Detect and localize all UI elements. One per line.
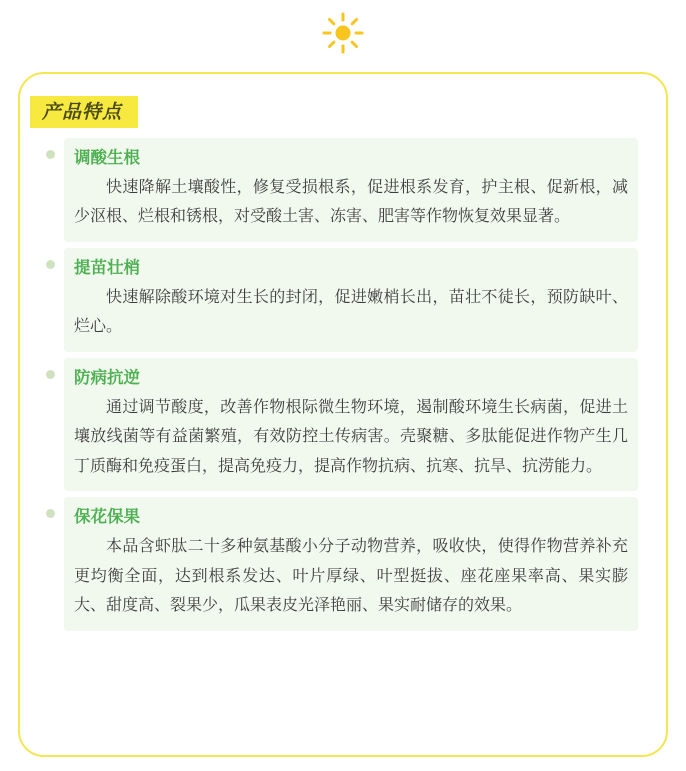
feature-block [64, 138, 638, 242]
feature-block [64, 358, 638, 492]
feature-body: 快速降解土壤酸性，修复受损根系，促进根系发育，护主根、促新根，减少沤根、烂根和锈根，对受酸土害、冻害、肥害等作物恢复效果显著。 [74, 178, 628, 226]
feature-title: 提苗壮梢 [74, 258, 140, 277]
feature-body: 快速解除酸环境对生长的封闭，促进嫩梢长出，苗壮不徒长，预防缺叶、烂心。 [74, 288, 628, 336]
list-item [38, 497, 638, 631]
feature-title: 防病抗逆 [74, 368, 140, 387]
bullet-icon [46, 150, 55, 159]
section-title-banner [30, 96, 138, 128]
section-title-label: 产品特点 [42, 101, 123, 123]
list-item [38, 138, 638, 242]
features-card [18, 72, 668, 757]
bullet-icon [46, 260, 55, 269]
header-decoration [0, 0, 686, 66]
bullet-icon [46, 509, 55, 518]
sun-icon [321, 11, 365, 55]
feature-title: 调酸生根 [74, 149, 140, 167]
list-item [38, 358, 638, 492]
feature-body: 本品含虾肽二十多种氨基酸小分子动物营养，吸收快，使得作物营养补充更均衡全面，达到根系发达、叶片厚绿、叶型挺拔、座花座果率高、果实膨大、甜度高、裂果少，瓜果表皮光泽艳丽、果实耐储存的效果。 [74, 538, 628, 615]
list-item [38, 248, 638, 352]
features-list [20, 138, 666, 745]
feature-body: 通过调节酸度，改善作物根际微生物环境，遏制酸环境生长病菌，促进土壤放线菌等有益菌繁殖，有效防控土传病害。壳聚糖、多肽能促进作物产生几丁质酶和免疫蛋白，提高免疫力，提高作物抗病、抗寒、抗旱、抗涝能力。 [74, 398, 628, 475]
feature-block [64, 497, 638, 631]
bullet-icon [46, 370, 55, 379]
feature-title: 保花保果 [74, 508, 140, 527]
feature-block [64, 248, 638, 352]
